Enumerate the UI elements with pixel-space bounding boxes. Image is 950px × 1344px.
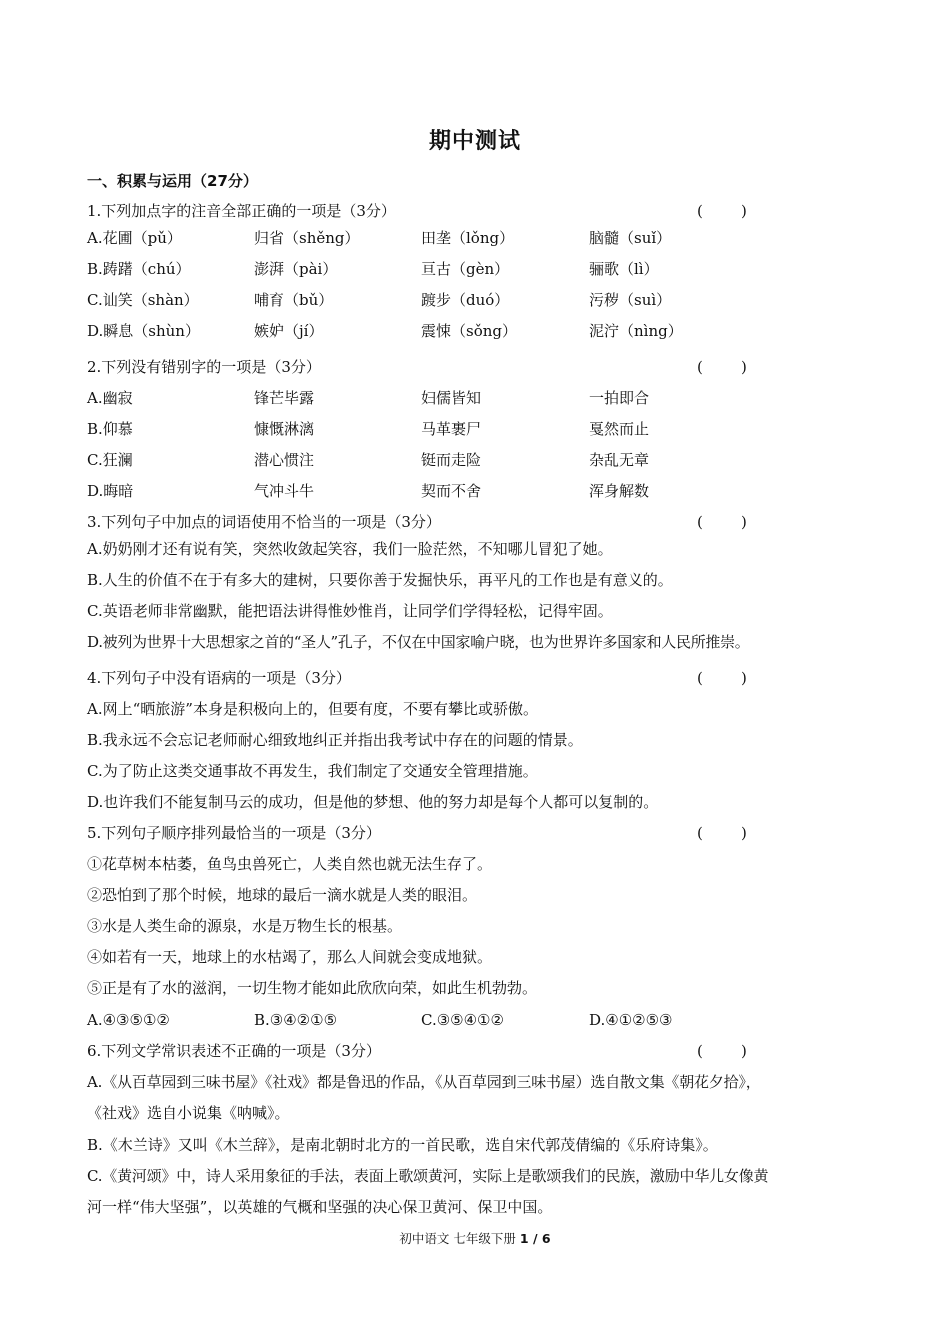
answer-bracket-3: ( ) (697, 513, 747, 531)
question-6-option-c: C.《黄河颂》中，诗人采用象征的手法，表面上歌颂黄河，实际上是歌颂我们的民族，激励中华儿女像黄 (87, 1167, 769, 1185)
option-cell: 马革裹尸 (421, 420, 482, 438)
question-4-option-b: B.我永远不会忘记老师耐心细致地纠正并指出我考试中存在的问题的情景。 (87, 731, 583, 749)
section-heading: 一、积累与运用（27分） (87, 172, 258, 190)
question-3-option-c: C.英语老师非常幽默，能把语法讲得惟妙惟肖，让同学们学得轻松，记得牢固。 (87, 602, 613, 620)
question-4-option-c: C.为了防止这类交通事故不再发生，我们制定了交通安全管理措施。 (87, 762, 538, 780)
question-3-option-a: A.奶奶刚才还有说有笑，突然收敛起笑容，我们一脸茫然，不知哪儿冒犯了她。 (87, 540, 613, 558)
question-4-option-d: D.也许我们不能复制马云的成功，但是他的梦想、他的努力却是每个人都可以复制的。 (87, 793, 659, 811)
page-title: 期中测试 (428, 129, 521, 154)
question-4-option-a: A.网上“晒旅游”本身是积极向上的，但要有度，不要有攀比或骄傲。 (87, 700, 538, 718)
option-cell: 锋芒毕露 (254, 389, 315, 407)
option-cell: A.花圃（pǔ） (87, 229, 182, 247)
answer-bracket-4: ( ) (697, 669, 747, 687)
question-5-stem: 5.下列句子顺序排列最恰当的一项是（3分） (87, 824, 381, 842)
option-cell: C.狂澜 (87, 451, 133, 469)
option-cell: 契而不舍 (421, 482, 482, 500)
option-cell: B.踌躇（chú） (87, 260, 191, 278)
option-cell: A.④③⑤①② (87, 1011, 170, 1029)
option-cell: 踱步（duó） (421, 291, 510, 309)
option-cell: 哺育（bǔ） (254, 291, 334, 309)
sentence-4: ④如若有一天，地球上的水枯竭了，那么人间就会变成地狱。 (87, 948, 493, 966)
answer-bracket-6: ( ) (697, 1042, 747, 1060)
sentence-1: ①花草树本枯萎，鱼鸟虫兽死亡，人类自然也就无法生存了。 (87, 855, 493, 873)
footer-label: 初中语文 七年级下册 (399, 1231, 516, 1246)
option-cell: 嫉妒（jí） (254, 322, 324, 340)
option-cell: 潜心惯注 (254, 451, 315, 469)
answer-bracket-1: ( ) (697, 202, 747, 220)
option-cell: 震悚（sǒng） (421, 322, 517, 340)
option-cell: 澎湃（pài） (254, 260, 338, 278)
question-6-option-a-cont: 《社戏》选自小说集《呐喊》。 (87, 1104, 290, 1122)
question-3-stem: 3.下列句子中加点的词语使用不恰当的一项是（3分） (87, 513, 441, 531)
option-cell: 脑髓（suǐ） (589, 229, 672, 247)
option-cell: C.讪笑（shàn） (87, 291, 199, 309)
option-cell: A.幽寂 (87, 389, 133, 407)
option-cell: 一拍即合 (589, 389, 650, 407)
option-cell: 污秽（suì） (589, 291, 672, 309)
option-cell: 骊歌（lì） (589, 260, 659, 278)
sentence-5: ⑤正是有了水的滋润，一切生物才能如此欣欣向荣，如此生机勃勃。 (87, 979, 538, 997)
question-6-option-c-cont: 河一样“伟大坚强”，以英雄的气概和坚强的决心保卫黄河、保卫中国。 (87, 1198, 553, 1216)
sentence-2: ②恐怕到了那个时候，地球的最后一滴水就是人类的眼泪。 (87, 886, 478, 904)
question-6-option-a: A.《从百草园到三味书屋》《社戏》都是鲁迅的作品，《从百草园到三味书屋）选自散文集《朝花夕拾》， (87, 1073, 761, 1091)
question-6-option-b: B.《木兰诗》又叫《木兰辞》，是南北朝时北方的一首民歌，选自宋代郭茂倩编的《乐府诗集》。 (87, 1136, 718, 1154)
option-cell: D.瞬息（shùn） (87, 322, 200, 340)
option-cell: D.晦暗 (87, 482, 134, 500)
option-cell: 妇儒皆知 (421, 389, 482, 407)
option-cell: C.③⑤④①② (421, 1011, 504, 1029)
answer-bracket-5: ( ) (697, 824, 747, 842)
option-cell: 杂乱无章 (589, 451, 650, 469)
question-2-stem: 2.下列没有错别字的一项是（3分） (87, 358, 321, 376)
option-cell: 浑身解数 (589, 482, 650, 500)
question-4-stem: 4.下列句子中没有语病的一项是（3分） (87, 669, 351, 687)
option-cell: 气冲斗牛 (254, 482, 315, 500)
question-6-stem: 6.下列文学常识表述不正确的一项是（3分） (87, 1042, 381, 1060)
option-cell: 田垄（lǒng） (421, 229, 515, 247)
sentence-3: ③水是人类生命的源泉，水是万物生长的根基。 (87, 917, 403, 935)
option-cell: 铤而走险 (421, 451, 482, 469)
option-cell: B.③④②①⑤ (254, 1011, 338, 1029)
option-cell: 戛然而止 (589, 420, 650, 438)
option-cell: 归省（shěng） (254, 229, 360, 247)
page-number: 1 / 6 (519, 1231, 551, 1246)
question-3-option-d: D.被列为世界十大思想家之首的“圣人”孔子，不仅在中国家喻户晓，也为世界许多国家和人民所推崇。 (87, 633, 750, 651)
option-cell: 泥泞（nìng） (589, 322, 683, 340)
option-cell: 慷慨淋漓 (254, 420, 315, 438)
answer-bracket-2: ( ) (697, 358, 747, 376)
question-1-stem: 1.下列加点字的注音全部正确的一项是（3分） (87, 202, 396, 220)
option-cell: B.仰慕 (87, 420, 133, 438)
option-cell: D.④①②⑤③ (589, 1011, 673, 1029)
option-cell: 亘古（gèn） (421, 260, 510, 278)
question-3-option-b: B.人生的价值不在于有多大的建树，只要你善于发掘快乐，再平凡的工作也是有意义的。 (87, 571, 673, 589)
page-footer (0, 1229, 950, 1247)
